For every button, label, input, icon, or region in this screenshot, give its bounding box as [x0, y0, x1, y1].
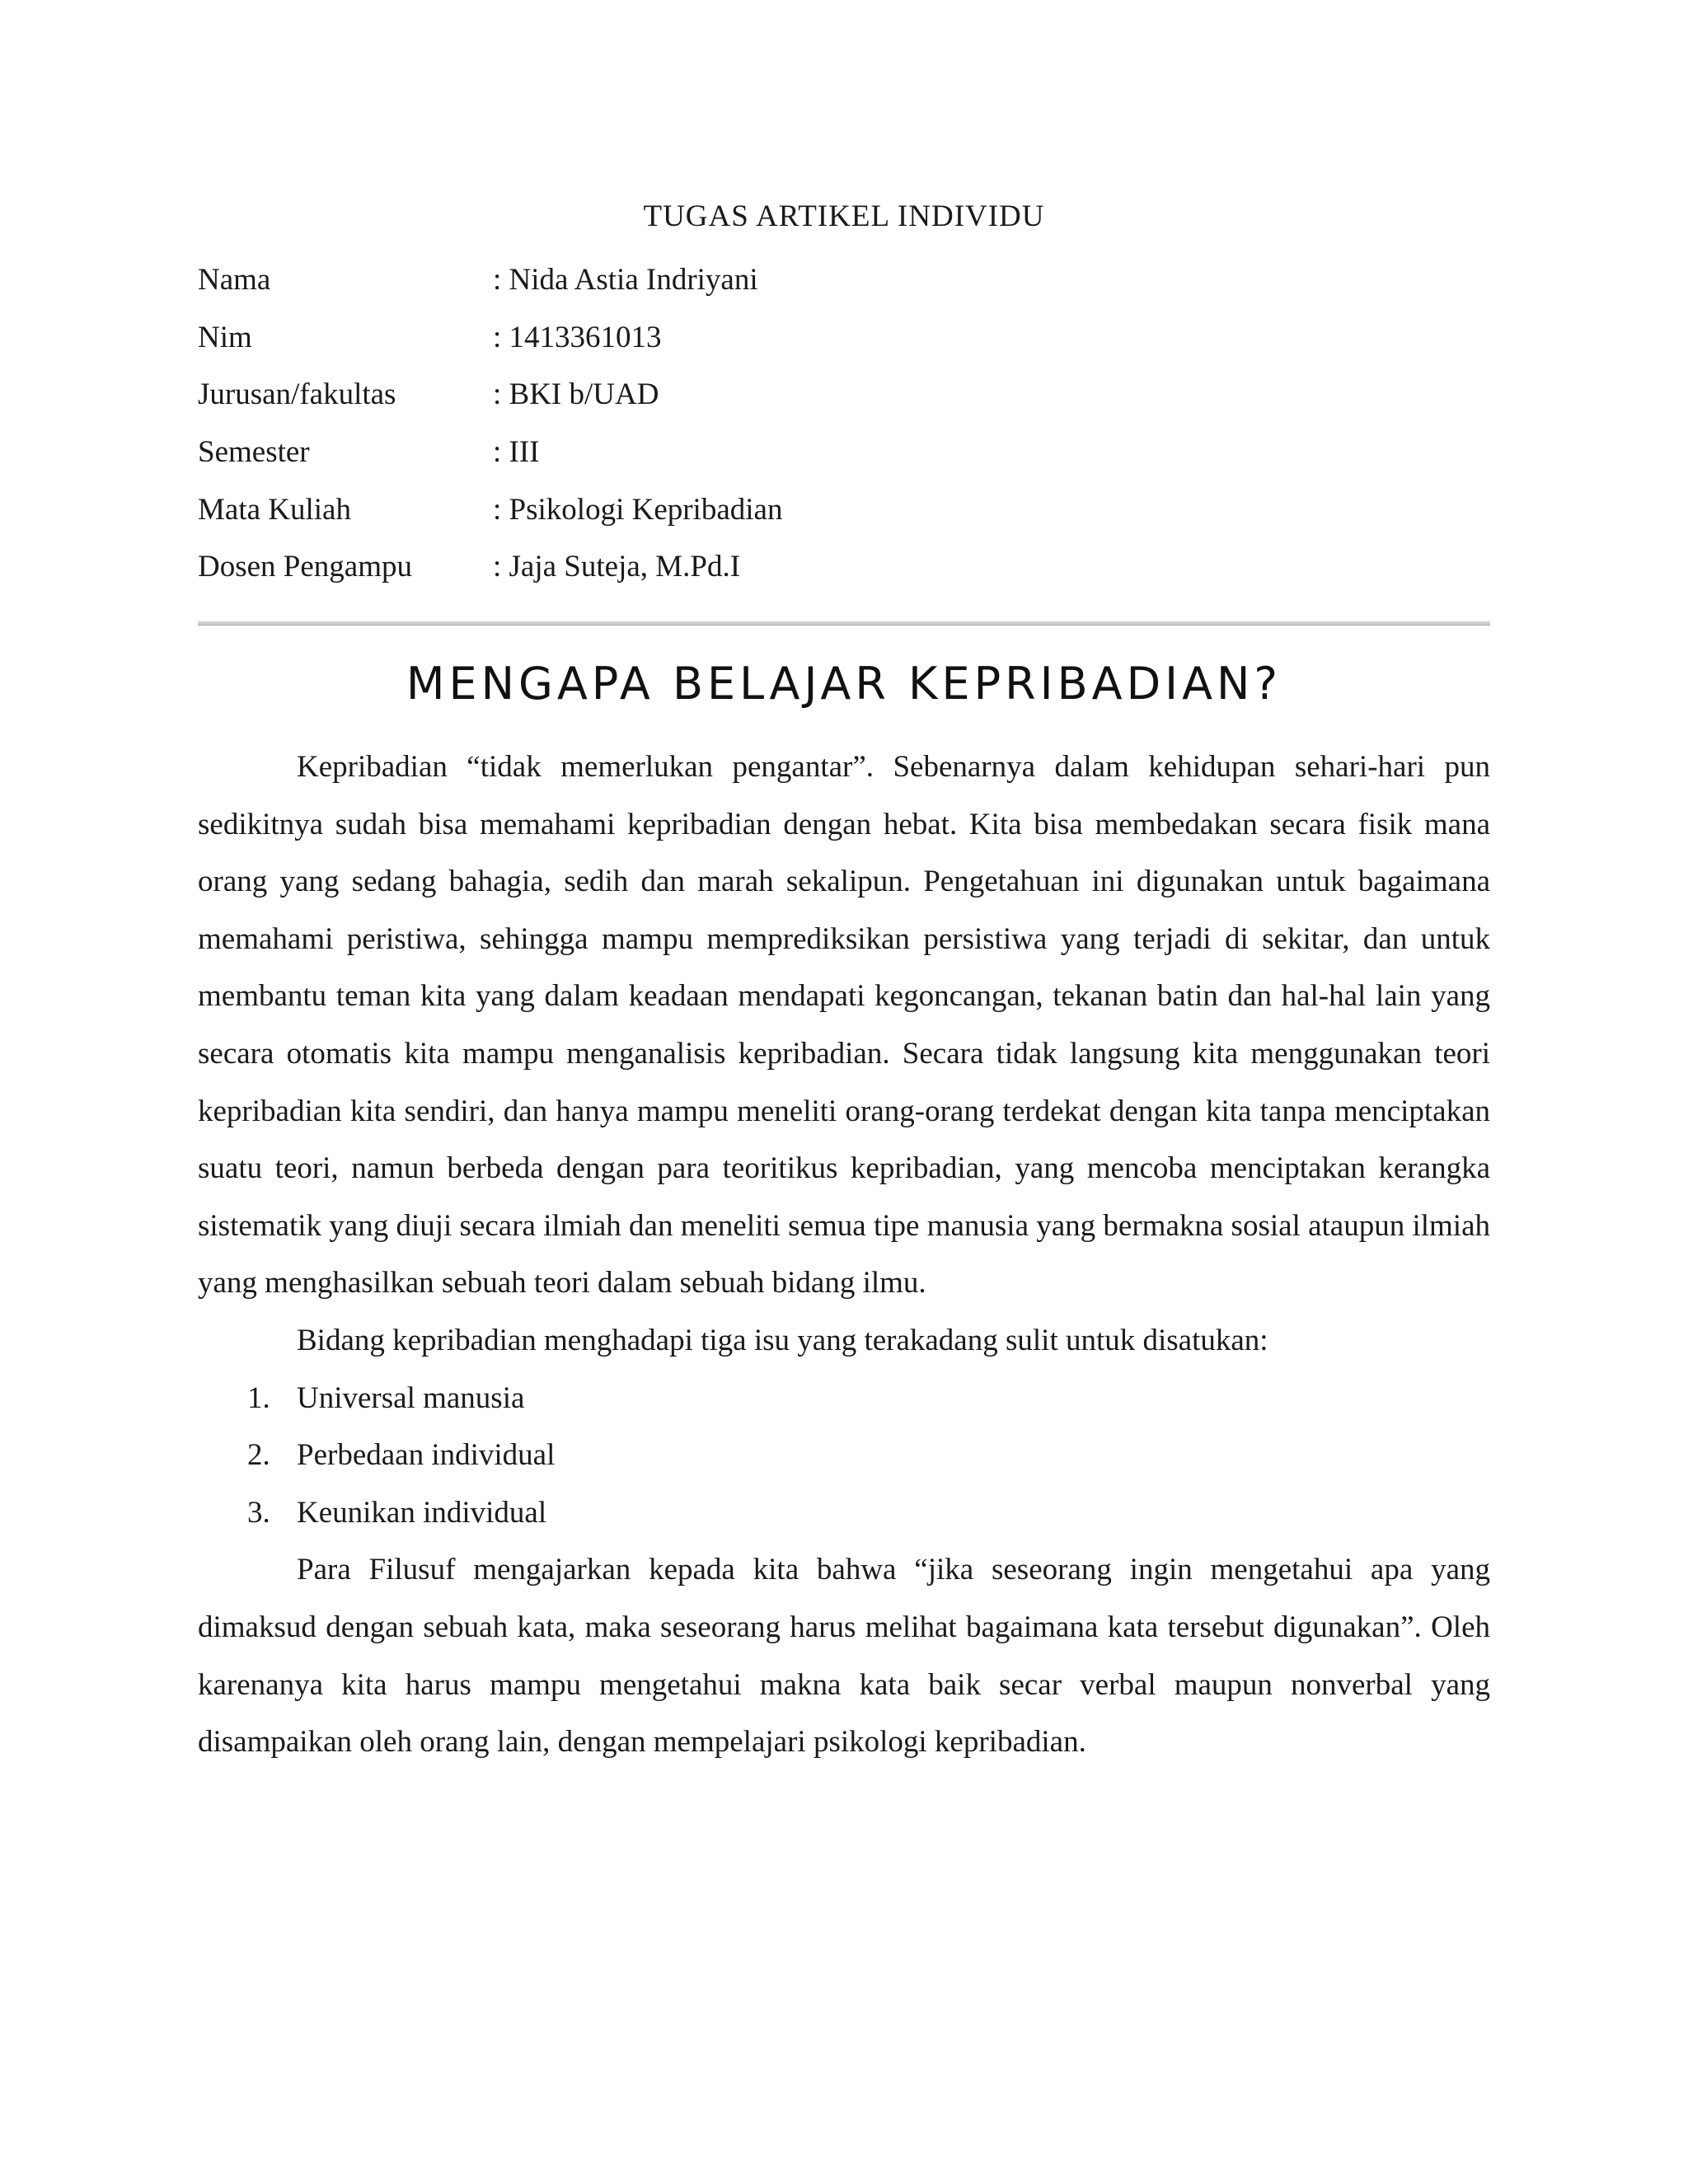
document-header: TUGAS ARTIKEL INDIVIDU [643, 199, 1045, 233]
list-item [198, 1370, 1490, 1427]
info-row-semester [198, 424, 1490, 481]
paragraph-3: Para Filusuf mengajarkan kepada kita bahwa “jika seseorang ingin mengetahui apa yang dimaksud dengan sebuah kata, maka seseorang harus melihat bagaimana kata tersebut digunakan”. Oleh karenanya kita harus mampu mengetahui makna kata baik secar verbal maupun nonverbal yang disampaikan oleh orang lain, dengan mempelajari psikologi kepribadian. [198, 1553, 1490, 1760]
info-value: : III [493, 435, 540, 470]
info-row-mata-kuliah [198, 480, 1490, 538]
horizontal-divider [198, 621, 1490, 626]
list-item-text: Universal manusia [297, 1380, 525, 1415]
info-label: Nim [198, 320, 252, 354]
info-value: : Psikologi Kepribadian [493, 492, 783, 527]
info-label: Mata Kuliah [198, 492, 351, 527]
list-item-text: Keunikan individual [297, 1495, 547, 1530]
info-label: Nama [198, 263, 271, 298]
article-title: MENGAPA BELAJAR KEPRIBADIAN? [406, 658, 1282, 710]
info-value: : Nida Astia Indriyani [493, 263, 758, 298]
info-value: : BKI b/UAD [493, 377, 659, 412]
list-item [198, 1427, 1490, 1484]
paragraph-2: Bidang kepribadian menghadapi tiga isu yang terakadang sulit untuk disatukan: [297, 1323, 1268, 1357]
info-row-dosen [198, 538, 1490, 596]
issues-list [198, 1370, 1490, 1542]
info-row-nama [198, 251, 1490, 309]
student-info-table [198, 251, 1490, 596]
list-item [198, 1484, 1490, 1542]
info-label: Semester [198, 435, 310, 470]
info-value: : 1413361013 [493, 320, 662, 354]
info-row-jurusan [198, 366, 1490, 424]
list-item-number: 2. [247, 1438, 270, 1473]
article-body [198, 738, 1490, 1771]
info-row-nim [198, 309, 1490, 367]
list-item-number: 1. [247, 1380, 270, 1415]
info-label: Dosen Pengampu [198, 550, 412, 584]
info-value: : Jaja Suteja, M.Pd.I [493, 550, 741, 584]
info-label: Jurusan/fakultas [198, 377, 396, 412]
paragraph-1: Kepribadian “tidak memerlukan pengantar”. Sebenarnya dalam kehidupan sehari-hari pun sedikitnya sudah bisa memahami kepribadian dengan hebat. Kita bisa membedakan secara fisik mana orang yang sedang bahagia, sedih dan marah sekalipun. Pengetahuan ini digunakan untuk bagaimana memahami peristiwa, sehingga mampu memprediksikan persistiwa yang terjadi di sekitar, dan untuk membantu teman kita yang dalam keadaan mendapati kegoncangan, tekanan batin dan hal-hal lain yang secara otomatis kita mampu menganalisis kepribadian. Secara tidak langsung kita menggunakan teori kepribadian kita sendiri, dan hanya mampu meneliti orang-orang terdekat dengan kita tanpa menciptakan suatu teori, namun berbeda dengan para teoritikus kepribadian, yang mencoba menciptakan kerangka sistematik yang diuji secara ilmiah dan meneliti semua tipe manusia yang bermakna sosial ataupun ilmiah yang menghasilkan sebuah teori dalam sebuah bidang ilmu. [198, 750, 1490, 1301]
list-item-text: Perbedaan individual [297, 1438, 556, 1473]
list-item-number: 3. [247, 1495, 270, 1530]
